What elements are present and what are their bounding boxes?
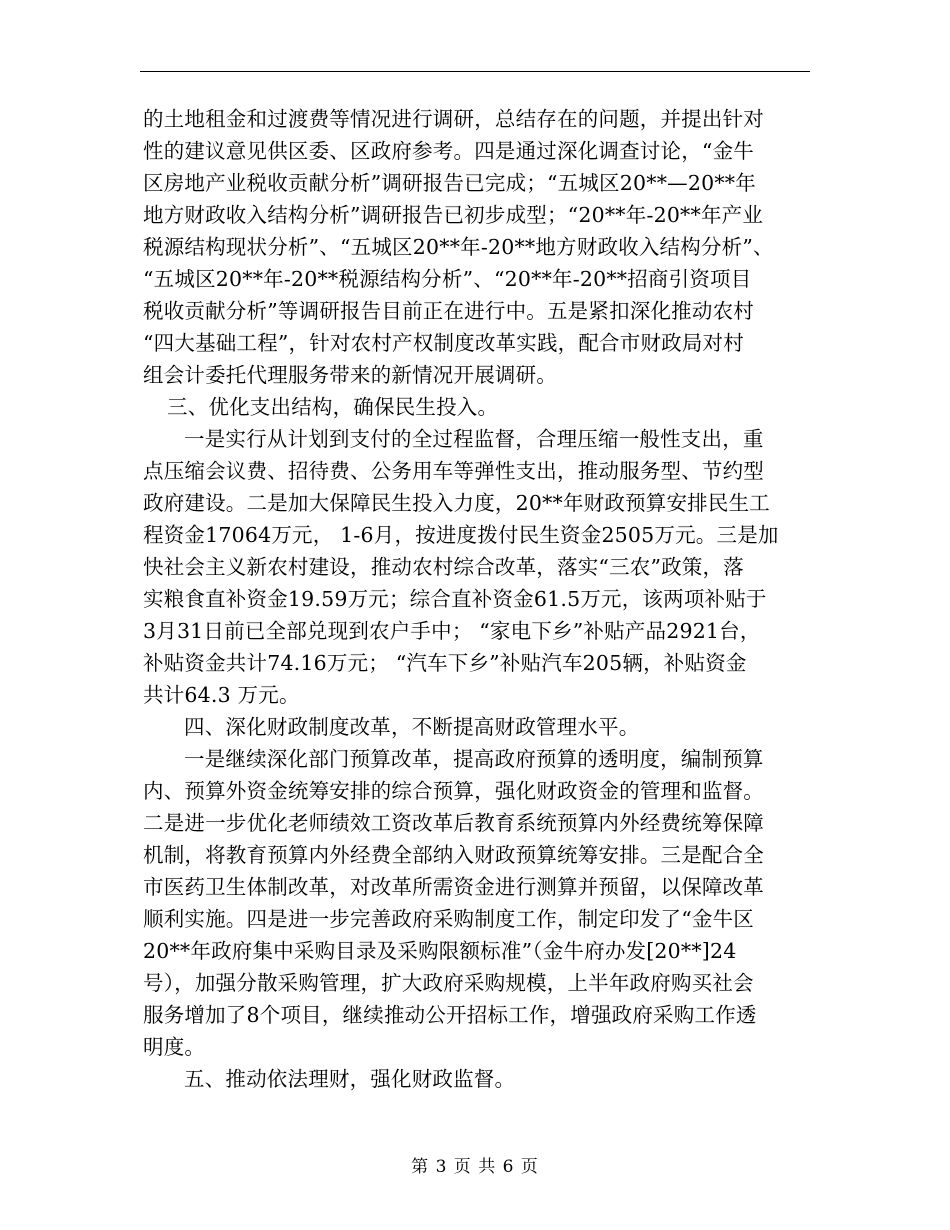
text-line: 共计64.3 万元。 (143, 683, 300, 707)
text-line: 补贴资金共计74.16万元； “汽车下乡”补贴汽车205辆，补贴资金 (143, 651, 747, 675)
text-line: 服务增加了8个项目，继续推动公开招标工作，增强政府采购工作透 (143, 1003, 757, 1027)
text-line: 一是实行从计划到支付的全过程监督，合理压缩一般性支出，重 (184, 427, 764, 451)
text-line: 机制，将教育预算内外经费全部纳入财政预算统筹安排。三是配合全 (143, 843, 764, 867)
section-heading: 五、推动依法理财，强化财政监督。 (184, 1067, 516, 1091)
text-line: 政府建设。二是加大保障民生投入力度，20**年财政预算安排民生工 (143, 491, 770, 515)
text-line: 实粮食直补资金19.59万元；综合直补资金61.5万元，该两项补贴于 (143, 587, 767, 611)
text-line: “五城区20**年-20**税源结构分析”、“20**年-20**招商引资项目 (143, 267, 752, 291)
section-heading: 三、优化支出结构，确保民生投入。 (167, 395, 499, 419)
text-line: 明度。 (143, 1035, 206, 1059)
text-line: 号），加强分散采购管理，扩大政府采购规模，上半年政府购买社会 (143, 971, 754, 995)
text-line: 3月31日前已全部兑现到农户手中； “家电下乡”补贴产品2921台， (143, 619, 761, 643)
text-line: 区房地产业税收贡献分析”调研报告已完成；“五城区20**—20**年 (143, 171, 756, 195)
page-number-footer: 第 3 页 共 6 页 (411, 1157, 539, 1177)
text-line: 组会计委托代理服务带来的新情况开展调研。 (143, 363, 557, 387)
text-line: 市医药卫生体制改革，对改革所需资金进行测算并预留，以保障改革 (143, 875, 764, 899)
text-line: 快社会主义新农村建设，推动农村综合改革，落实“三农”政策，落 (143, 555, 744, 579)
header-rule (140, 71, 810, 72)
text-line: 税收贡献分析”等调研报告目前正在进行中。五是紧扣深化推动农村 (143, 299, 754, 323)
text-line: 税源结构现状分析”、“五城区20**年-20**地方财政收入结构分析”、 (143, 235, 774, 259)
text-line: “四大基础工程”，针对农村产权制度改革实践，配合市财政局对村 (143, 331, 744, 355)
text-line: 20**年政府集中采购目录及采购限额标准”（金牛府办发[20**]24 (143, 939, 737, 963)
text-line: 内、预算外资金统筹安排的综合预算，强化财政资金的管理和监督。 (143, 779, 764, 803)
text-line: 性的建议意见供区委、区政府参考。四是通过深化调查讨论，“金牛 (143, 139, 754, 163)
section-heading: 四、深化财政制度改革，不断提高财政管理水平。 (184, 715, 640, 739)
text-line: 二是进一步优化老师绩效工资改革后教育系统预算内外经费统筹保障 (143, 811, 764, 835)
text-line: 顺利实施。四是进一步完善政府采购制度工作，制定印发了“金牛区 (143, 907, 754, 931)
text-line: 点压缩会议费、招待费、公务用车等弹性支出，推动服务型、节约型 (143, 459, 764, 483)
text-line: 程资金17064万元， 1-6月，按进度拨付民生资金2505万元。三是加 (143, 523, 779, 547)
body-text (143, 103, 818, 1095)
text-line: 一是继续深化部门预算改革，提高政府预算的透明度，编制预算 (184, 747, 764, 771)
text-line: 地方财政收入结构分析”调研报告已初步成型；“20**年-20**年产业 (143, 203, 764, 227)
text-line: 的土地租金和过渡费等情况进行调研，总结存在的问题，并提出针对 (143, 107, 764, 131)
